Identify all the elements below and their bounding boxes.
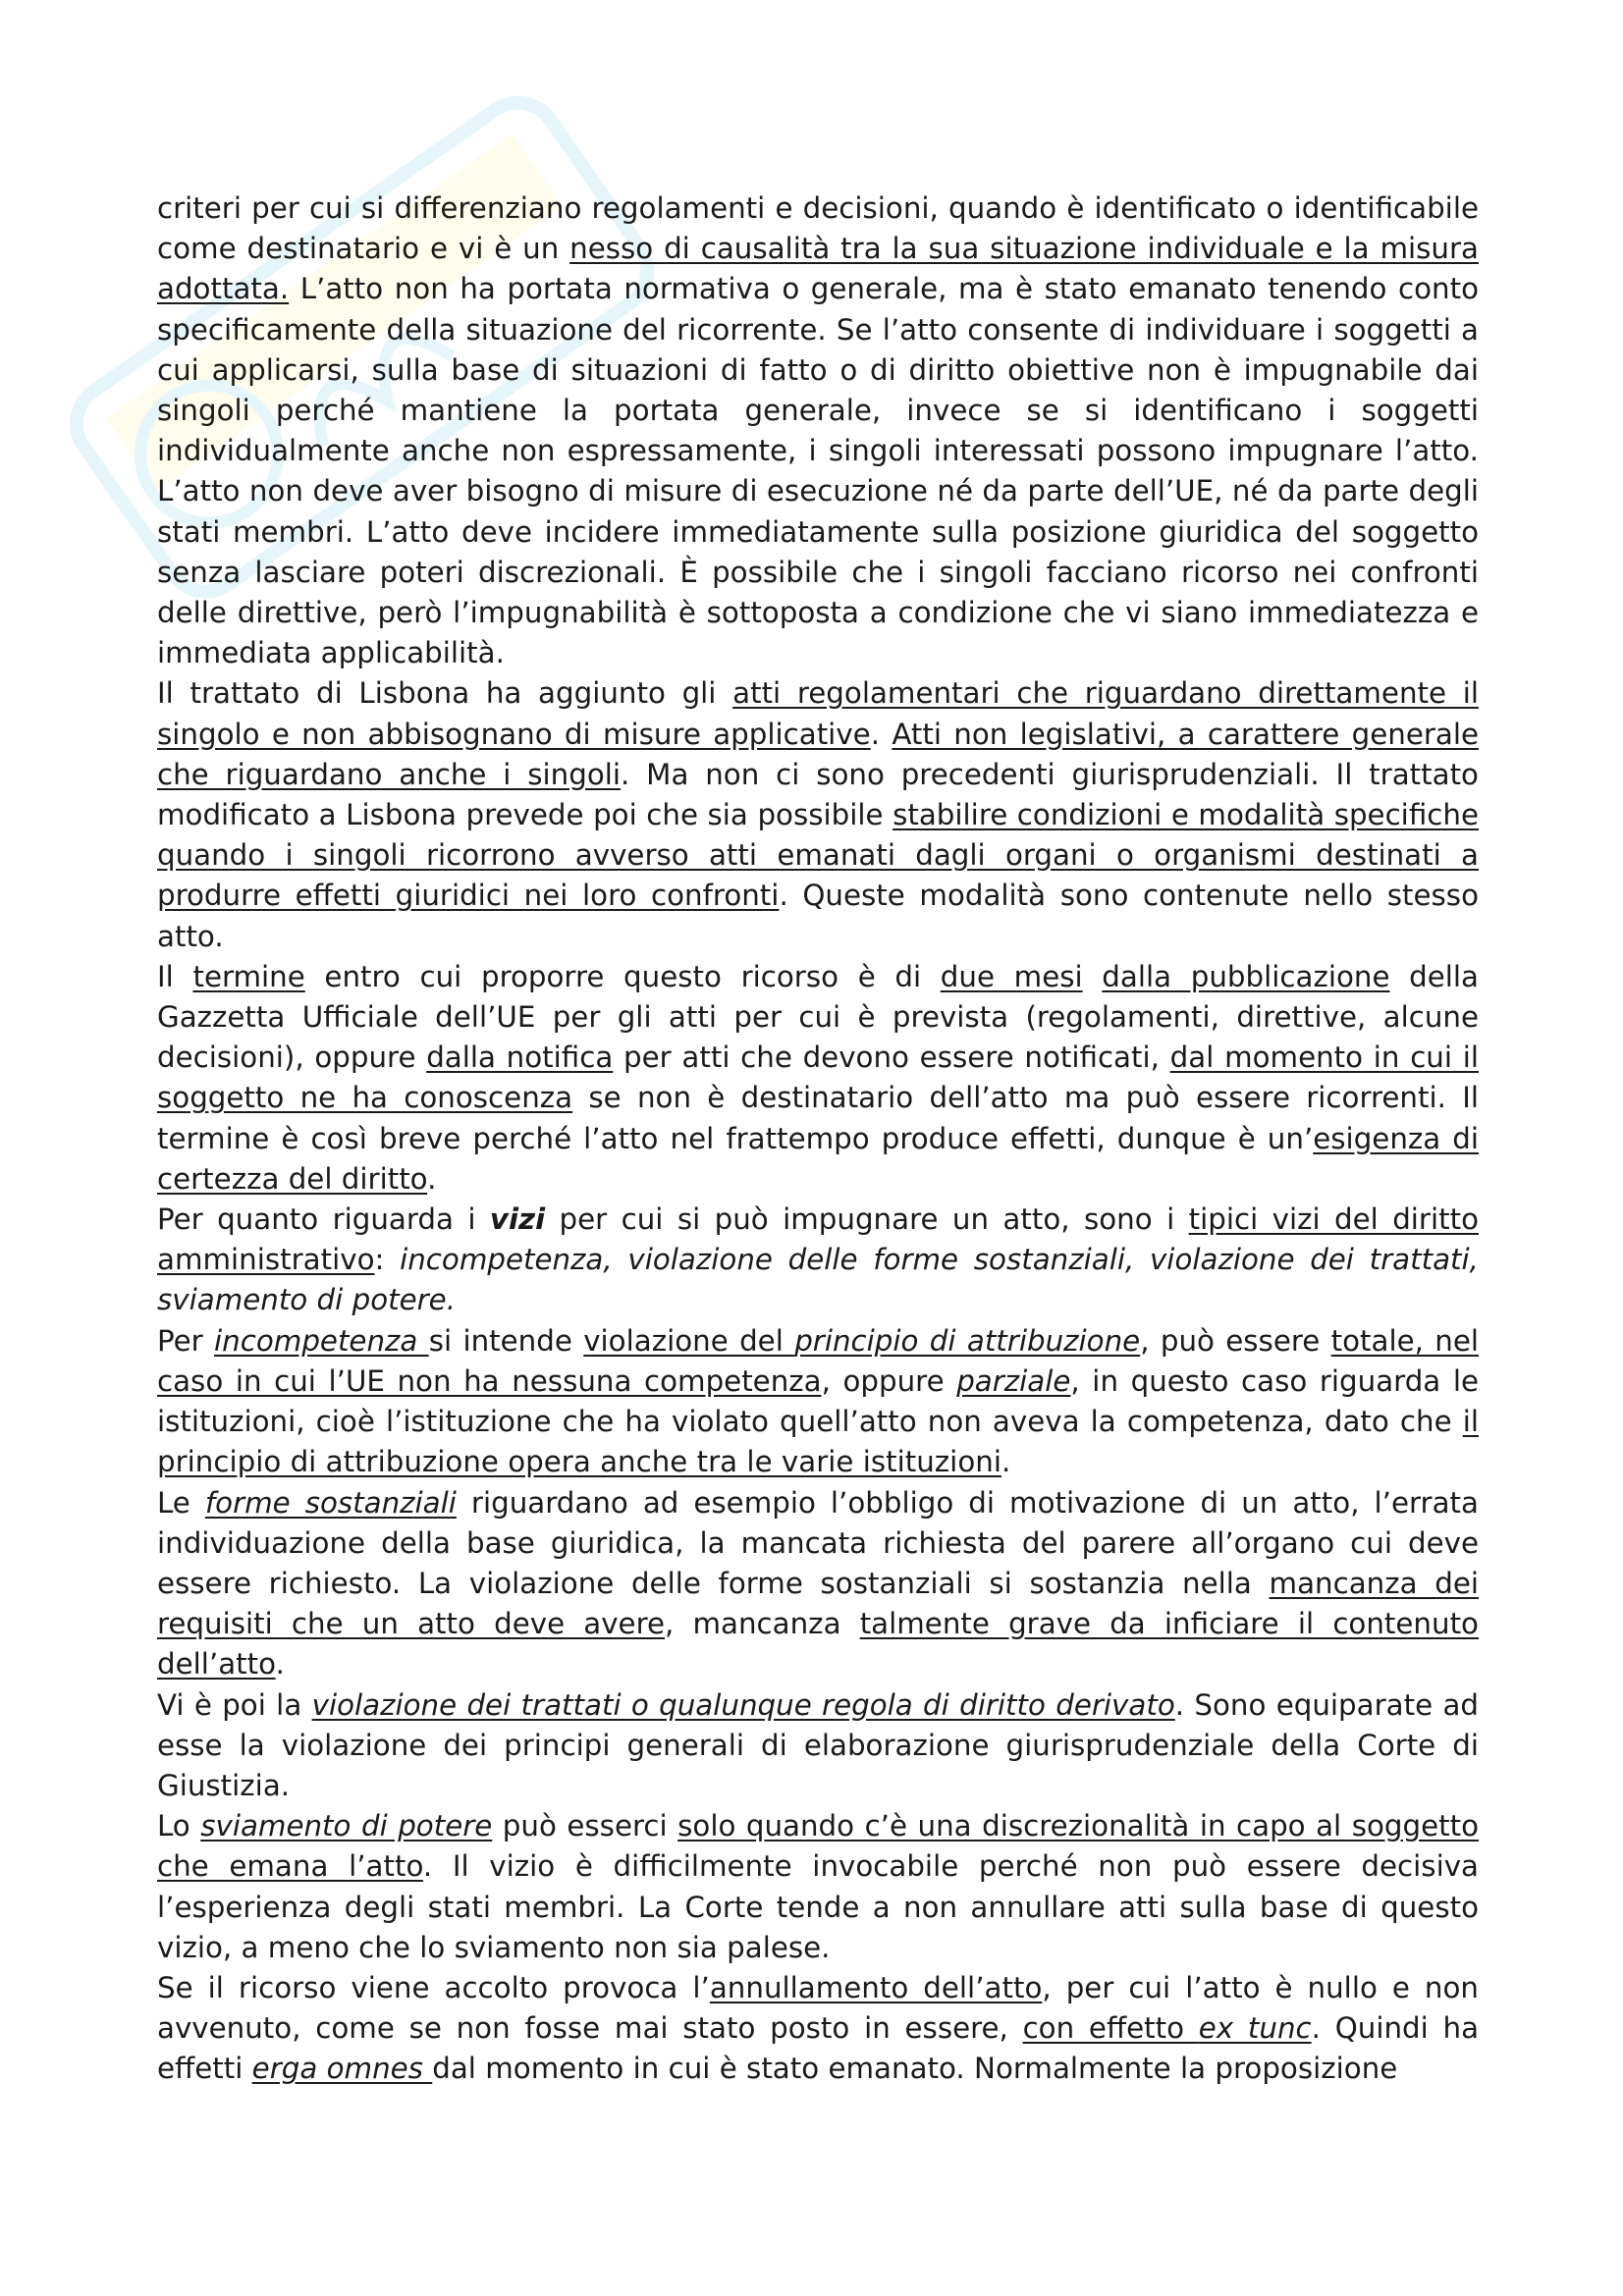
text-segment: se non è destinatario dell’atto ma può essere ricorrenti. Il termine è così breve perché l’atto nel frattempo produce effetti, dunque è un’ [157,1081,1479,1155]
text-segment: atti regolamentari che riguardano direttamente il singolo e non abbisognano di misure applicative [157,676,1479,751]
paragraph [157,1200,1479,1321]
text-segment: , oppure [821,1363,957,1398]
text-segment: dal momento in cui il soggetto ne ha conoscenza [157,1041,1480,1115]
text-segment: stabilire condizioni e modalità specifiche quando i singoli ricorrono avverso atti emanati dagli organi o organismi destinati a produrre effetti giuridici nei loro confronti [157,798,1479,913]
text-segment: . Quindi ha effetti [157,2011,1480,2086]
text-segment: , per cui l’atto è nullo e non avvenuto, come se non fosse mai stato posto in essere, [157,1970,1479,2046]
text-segment: dal momento in cui è stato emanato. Normalmente la proposizione [432,2052,1398,2086]
text-segment: della Gazzetta Ufficiale dell’UE per gli atti per cui è prevista (regolamenti, direttive, alcune decisioni), oppure [157,959,1480,1075]
paragraph [157,1483,1479,1685]
paragraph [157,957,1479,1200]
text-segment: violazione del [583,1323,795,1358]
text-segment: riguardano ad esempio l’obbligo di motivazione di un atto, l’errata individuazione della base giuridica, la mancata richiesta del parere all’organo cui deve essere richiesto. La violazione delle forme sostanziali si sostanzia nella [157,1485,1479,1600]
text-segment: si intende [428,1323,584,1358]
paragraph [157,188,1479,673]
paragraph [157,673,1479,956]
text-segment: mancanza dei requisiti che un atto deve avere [157,1566,1479,1641]
text-segment: criteri per cui si differenziano regolamenti e decisioni, quando è identificato o identificabile come destinatario e vi è un [157,191,1479,266]
text-segment: talmente grave da inficiare il contenuto dell’atto [157,1607,1479,1682]
text-segment: annullamento dell’atto [709,1970,1043,2004]
document-body [157,188,1479,2090]
text-segment: Il trattato di Lisbona ha aggiunto gli [157,676,733,711]
text-segment: per cui si può impugnare un atto, sono i [545,1202,1189,1237]
text-segment: . [870,717,893,751]
text-segment: per atti che devono essere notificati, [613,1041,1170,1075]
text-segment: : [374,1243,401,1277]
text-segment: Atti non legislativi, a carattere generale che riguardano anche i singoli [157,717,1480,791]
text-segment: . Ma non ci sono precedenti giurisprudenziali. Il trattato modificato a Lisbona prevede poi che sia possibile [157,757,1479,832]
text-segment: totale, nel caso in cui l’UE non ha nessuna competenza [157,1323,1480,1398]
text-segment: il principio di attribuzione opera anche tra le varie istituzioni [157,1405,1479,1479]
text-segment: . [427,1161,437,1196]
text-segment: . [1001,1445,1011,1479]
text-segment: parziale [956,1363,1071,1398]
text-segment: Se il ricorso viene accolto provoca l’ [157,1970,710,2004]
text-segment: . Il vizio è difficilmente invocabile perché non può essere decisiva l’esperienza degli stati membri. La Corte tende a non annullare atti sulla base di questo vizio, a meno che lo sviamento non sia palese. [157,1849,1479,1964]
text-segment: dalla pubblicazione [1102,959,1390,993]
paragraph [157,1806,1479,1968]
text-segment: . [275,1647,285,1682]
text-segment: . Queste modalità sono contenute nello stesso atto. [157,879,1479,953]
text-segment: può esserci [492,1809,678,1843]
text-segment: L’atto non ha portata normativa o generale, ma è stato emanato tenendo conto specificamente della situazione del ricorrente. Se l’atto consente di individuare i soggetti a cui applicarsi, sulla base di situazioni di fatto o di diritto obiettive non è impugnabile dai singoli perché mantiene la portata generale, invece se si identificano i soggetti individualmente anche non espressamente, i singoli interessati possono impugnare l’atto. L’atto non deve aver bisogno di misure di esecuzione né da parte dell’UE, né da parte degli stati membri. L’atto deve incidere immediatamente sulla posizione giuridica del soggetto senza lasciare poteri discrezionali. È possibile che i singoli facciano ricorso nei confronti delle direttive, però l’impugnabilità è sottoposta a condizione che vi siano immediatezza e immediata applicabilità. [157,272,1479,670]
text-segment: Le [157,1485,205,1520]
paragraph [157,1968,1479,2090]
text-segment: erga omnes [251,2052,433,2086]
text-segment: due mesi [940,959,1083,993]
text-segment: Per quanto riguarda i [157,1202,490,1237]
text-segment: incompetenza, violazione delle forme sostanziali, violazione dei trattati, sviamento di potere. [157,1243,1479,1317]
text-segment [1083,960,1103,993]
text-segment: principio di attribuzione [794,1323,1141,1358]
text-segment: ex tunc [1198,2011,1312,2046]
text-segment: , mancanza [665,1607,860,1641]
text-segment: violazione dei trattati o qualunque regola di diritto derivato [311,1687,1175,1722]
text-segment: tipici vizi del diritto amministrativo [157,1202,1480,1277]
text-segment: con effetto [1022,2011,1199,2046]
text-segment: vizi [489,1202,546,1237]
paragraph [157,1321,1479,1483]
text-segment: dalla notifica [426,1041,614,1075]
text-segment: entro cui proporre questo ricorso è di [304,959,941,993]
paragraph [157,1685,1479,1807]
text-segment: termine [192,959,305,993]
text-segment: Lo [157,1809,201,1843]
text-segment: Per [157,1323,215,1358]
text-segment: , in questo caso riguarda le istituzioni, cioè l’istituzione che ha violato quell’atto non aveva la competenza, dato che [157,1363,1479,1439]
text-segment: incompetenza [214,1323,429,1358]
text-segment: Vi è poi la [157,1687,312,1722]
text-segment: , può essere [1140,1323,1331,1358]
text-segment: Il [157,959,193,993]
text-segment: . Sono equiparate ad esse la violazione dei principi generali di elaborazione giurisprudenziale della Corte di Giustizia. [157,1687,1479,1802]
text-segment: forme sostanziali [204,1485,457,1520]
text-segment: nesso di causalità tra la sua situazione individuale e la misura adottata. [157,232,1479,306]
text-segment: esigenza di certezza del diritto [157,1121,1480,1196]
text-segment: solo quando c’è una discrezionalità in capo al soggetto che emana l’atto [157,1809,1479,1884]
text-segment: sviamento di potere [200,1809,493,1843]
